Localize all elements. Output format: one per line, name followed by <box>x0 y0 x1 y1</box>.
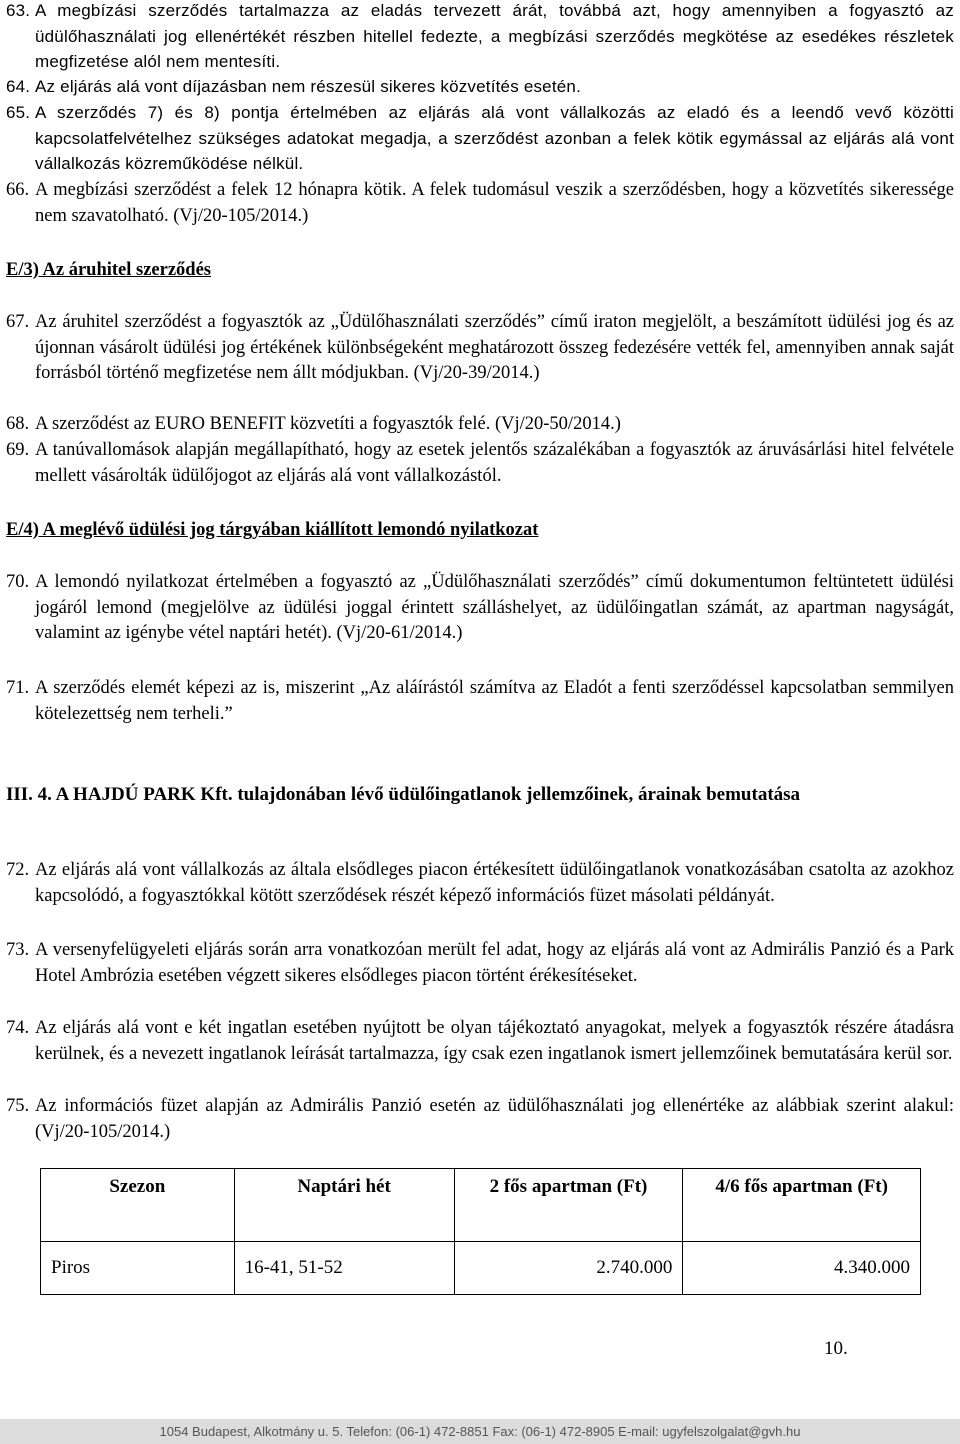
page-footer: 1054 Budapest, Alkotmány u. 5. Telefon: (06-1) 472-8851 Fax: (06-1) 472-8905 E-mail: ugyfelszolgalat@gvh.hu <box>0 1419 960 1444</box>
paragraph-text: A megbízási szerződést a felek 12 hónapra kötik. A felek tudomásul veszik a szerződésben, hogy a közvetítés sikeressége nem szavatolható. (Vj/20-105/2014.) <box>35 180 954 226</box>
table-cell: Piros <box>41 1242 235 1295</box>
table-cell: 2.740.000 <box>454 1242 683 1295</box>
paragraph-text: A versenyfelügyeleti eljárás során arra vonatkozóan merült fel adat, hogy az eljárás alá vont az Admirális Panzió és a Park Hotel Ambrózia esetében végzett sikeres elsődleges piacon történt érékesítéseket. <box>35 940 954 986</box>
table-cell: 16-41, 51-52 <box>234 1242 454 1295</box>
paragraph-number: 69. <box>6 440 30 460</box>
paragraph-number: 73. <box>6 940 30 960</box>
column-header: 4/6 fős apartman (Ft) <box>683 1169 921 1242</box>
paragraph-number: 66. <box>6 180 30 200</box>
paragraph-number: 65. <box>6 103 31 122</box>
paragraph-64 <box>6 74 954 100</box>
heading-e3: E/3) Az áruhitel szerződés <box>6 260 211 280</box>
column-header: 2 fős apartman (Ft) <box>454 1169 683 1242</box>
paragraph-74 <box>6 1016 954 1067</box>
table-cell: 4.340.000 <box>683 1242 921 1295</box>
paragraph-text: Az eljárás alá vont díjazásban nem részesül sikeres közvetítés esetén. <box>35 77 581 96</box>
paragraph-text: A megbízási szerződés tartalmazza az eladás tervezett árát, továbbá azt, hogy amennyiben a fogyasztó az üdülőhasználati jog ellenértékét részben hitellel fedezte, a megbízási szerződés megkötése az esedékes részletek megfizetése alól nem mentesíti. <box>35 1 954 71</box>
column-header: Naptári hét <box>234 1169 454 1242</box>
paragraph-65 <box>6 100 954 177</box>
paragraph-68 <box>6 412 954 438</box>
price-table <box>40 1168 921 1295</box>
paragraph-number: 63. <box>6 1 31 20</box>
paragraph-text: Az áruhitel szerződést a fogyasztók az „Üdülőhasználati szerződés” című iraton megjelölt, a beszámított üdülési jog és az újonnan vásárolt üdülési jog értékének különbségeként meghatározott összeg fedezésére vették fel, amennyiben annak saját forrásból történő megfizetése nem állt módjukban. (Vj/20-39/2014.) <box>35 312 954 383</box>
paragraph-number: 74. <box>6 1018 30 1038</box>
table-row <box>41 1242 921 1295</box>
paragraph-75 <box>6 1094 954 1145</box>
paragraph-text: A szerződést az EURO BENEFIT közvetíti a fogyasztók felé. (Vj/20-50/2014.) <box>35 414 621 434</box>
paragraph-text: Az eljárás alá vont e két ingatlan esetében nyújtott be olyan tájékoztató anyagokat, melyek a fogyasztók részére átadásra kerülnek, és a nevezett ingatlanok leírását tartalmazza, így csak ezen ingatlanok ismert jellemzőinek bemutatására kerül sor. <box>35 1018 954 1064</box>
paragraph-number: 75. <box>6 1096 30 1116</box>
paragraph-number: 71. <box>6 678 30 698</box>
page-number: 10. <box>824 1338 848 1359</box>
table-header-row <box>41 1169 921 1242</box>
paragraph-number: 64. <box>6 77 31 96</box>
paragraph-66 <box>6 178 954 229</box>
paragraph-67 <box>6 310 954 387</box>
paragraph-73 <box>6 938 954 989</box>
paragraph-text: A szerződés 7) és 8) pontja értelmében az eljárás alá vont vállalkozás az eladó és a leendő vevő közötti kapcsolatfelvételhez szükséges adatokat megadja, a szerződést azonban a felek kötik egymással az eljárás alá vont vállalkozás közreműködése nélkül. <box>35 103 954 173</box>
paragraph-text: A szerződés elemét képezi az is, miszerint „Az aláírástól számítva az Eladót a fenti szerződéssel kapcsolatban semmilyen kötelezettség nem terheli.” <box>35 678 954 724</box>
paragraph-number: 67. <box>6 312 30 332</box>
paragraph-72 <box>6 858 954 909</box>
paragraph-text: Az eljárás alá vont vállalkozás az általa elsődleges piacon értékesített üdülőingatlanok vonatkozásában csatolta az azokhoz kapcsolódó, a fogyasztókkal kötött szerződések részét képező információs füzet másolati példányát. <box>35 860 954 906</box>
paragraph-text: A tanúvallomások alapján megállapítható, hogy az esetek jelentős százalékában a fogyasztók az áruvásárlási hitel felvétele mellett vásárolták üdülőjogot az eljárás alá vont vállalkozástól. <box>35 440 954 486</box>
paragraph-69 <box>6 438 954 489</box>
paragraph-number: 68. <box>6 414 30 434</box>
paragraph-number: 70. <box>6 572 30 592</box>
paragraph-text: Az információs füzet alapján az Admirális Panzió esetén az üdülőhasználati jog ellenértéke az alábbiak szerint alakul: (Vj/20-105/2014.) <box>35 1096 954 1142</box>
paragraph-number: 72. <box>6 860 30 880</box>
paragraph-71 <box>6 676 954 727</box>
column-header: Szezon <box>41 1169 235 1242</box>
section-title: III. 4. A HAJDÚ PARK Kft. tulajdonában lévő üdülőingatlanok jellemzőinek, árainak bemutatása <box>6 784 801 805</box>
heading-e4: E/4) A meglévő üdülési jog tárgyában kiállított lemondó nyilatkozat <box>6 520 539 540</box>
paragraph-70 <box>6 570 954 647</box>
paragraph-text: A lemondó nyilatkozat értelmében a fogyasztó az „Üdülőhasználati szerződés” című dokumentumon feltüntetett üdülési jogáról lemond (megjelölve az üdülési joggal érintett szálláshelyet, az üdülőingatlan számát, az apartman nagyságát, valamint az igénybe vétel naptári hetét). (Vj/20-61/2014.) <box>35 572 954 643</box>
paragraph-63 <box>6 0 954 75</box>
